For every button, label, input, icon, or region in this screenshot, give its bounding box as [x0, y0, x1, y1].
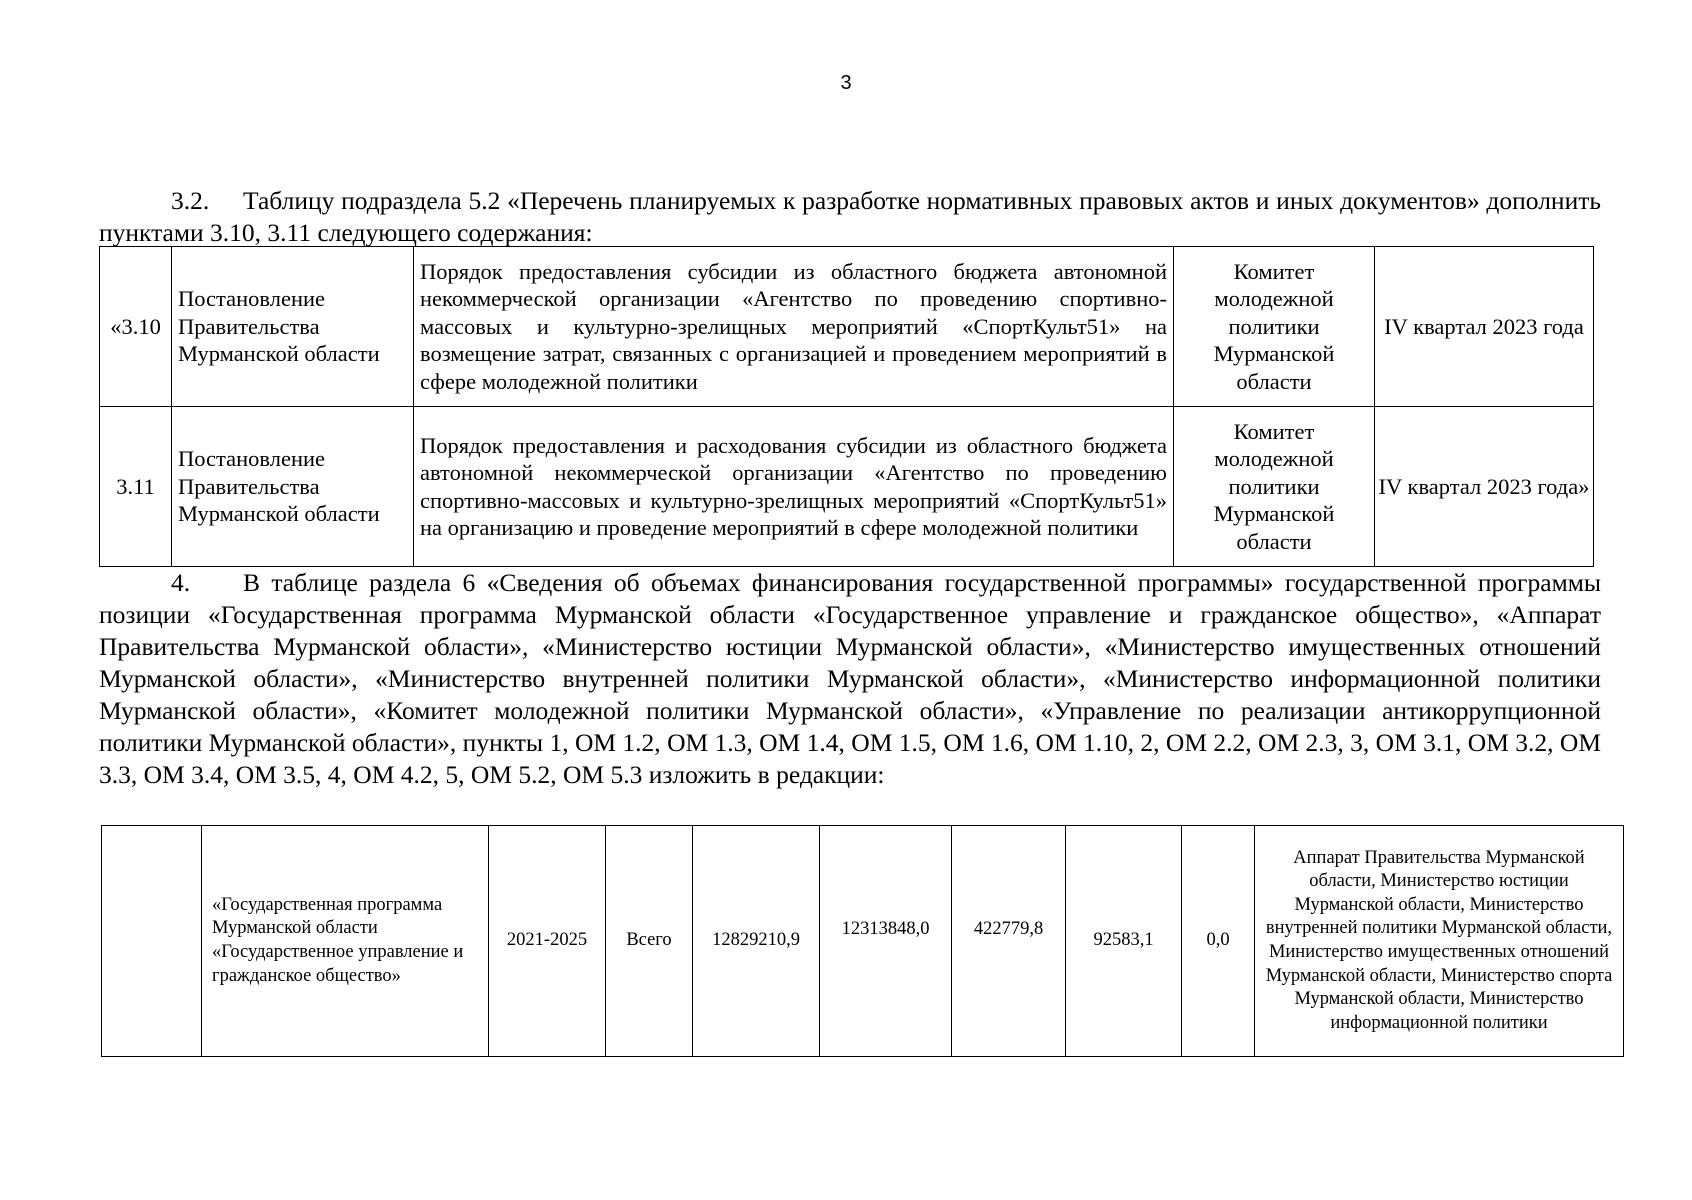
document-description: Порядок предоставления субсидии из областного бюджета автономной некоммерческой организации «Агентство по проведению спортивно-массовых и культурно-зрелищных мероприятий «СпортКульт51» на возмещение затрат, связанных с организацией и проведением мероприятий в сфере молодежной политики: [414, 247, 1174, 407]
documents-table: [99, 246, 1594, 567]
paragraph-text: В таблице раздела 6 «Сведения об объемах финансирования государственной программы» государственной программы позиции «Государственная программа Мурманской области «Государственное управление и гражданское общество», «Аппарат Правительства Мурманской области», «Министерство юстиции Мурманской области», «Министерство имущественных отношений Мурманской области», «Министерство внутренней политики Мурманской области», «Министерство информационной политики Мурманской области», «Комитет молодежной политики Мурманской области», «Управление по реализации антикоррупционной политики Мурманской области», пункты 1, ОМ 1.2, ОМ 1.3, ОМ 1.4, ОМ 1.5, ОМ 1.6, ОМ 1.10, 2, ОМ 2.2, ОМ 2.3, 3, ОМ 3.1, ОМ 3.2, ОМ 3.3, ОМ 3.4, ОМ 3.5, 4, ОМ 4.2, 5, ОМ 5.2, ОМ 5.3 изложить в редакции:: [99, 568, 1601, 789]
table-row: [100, 247, 1594, 407]
paragraph-3-2: [99, 185, 1601, 249]
funding-value: 0,0: [1182, 826, 1255, 1057]
funding-value: 92583,1: [1066, 826, 1182, 1057]
program-name: «Государственная программа Мурманской области «Государственное управление и гражданское общество»: [202, 826, 489, 1057]
funding-total: 12829210,9: [693, 826, 820, 1057]
program-executors: Аппарат Правительства Мурманской области, Министерство юстиции Мурманской области, Министерство внутренней политики Мурманской области, Министерство имущественных отношений Мурманской области, Министерство спорта Мурманской области, Министерство информационной политики: [1255, 826, 1624, 1057]
document-type: Постановление Правительства Мурманской области: [172, 247, 414, 407]
paragraph-text: Таблицу подраздела 5.2 «Перечень планируемых к разработке нормативных правовых актов и иных документов» дополнить пунктами 3.10, 3.11 следующего содержания:: [99, 186, 1601, 247]
funding-source: Всего: [606, 826, 693, 1057]
row-number: «3.10: [100, 247, 172, 407]
paragraph-number: 3.2.: [171, 186, 210, 215]
document-type: Постановление Правительства Мурманской области: [172, 407, 414, 567]
row-number: 3.11: [100, 407, 172, 567]
page-number: 3: [840, 72, 852, 94]
table-row: [102, 826, 1624, 1057]
document-description: Порядок предоставления и расходования субсидии из областного бюджета автономной некоммерческой организации «Агентство по проведению спортивно-массовых и культурно-зрелищных мероприятий «СпортКульт51» на организацию и проведение мероприятий в сфере молодежной политики: [414, 407, 1174, 567]
table-row: [100, 407, 1594, 567]
row-number: [102, 826, 202, 1057]
funding-value: 12313848,0: [820, 826, 952, 1057]
paragraph-4: [99, 567, 1601, 791]
responsible-body: Комитет молодежной политики Мурманской области: [1174, 407, 1375, 567]
program-period: 2021-2025: [489, 826, 606, 1057]
funding-value: 422779,8: [952, 826, 1066, 1057]
paragraph-number: 4.: [171, 568, 191, 597]
finance-table: [101, 825, 1624, 1057]
deadline: IV квартал 2023 года: [1375, 247, 1594, 407]
deadline: IV квартал 2023 года»: [1375, 407, 1594, 567]
responsible-body: Комитет молодежной политики Мурманской области: [1174, 247, 1375, 407]
